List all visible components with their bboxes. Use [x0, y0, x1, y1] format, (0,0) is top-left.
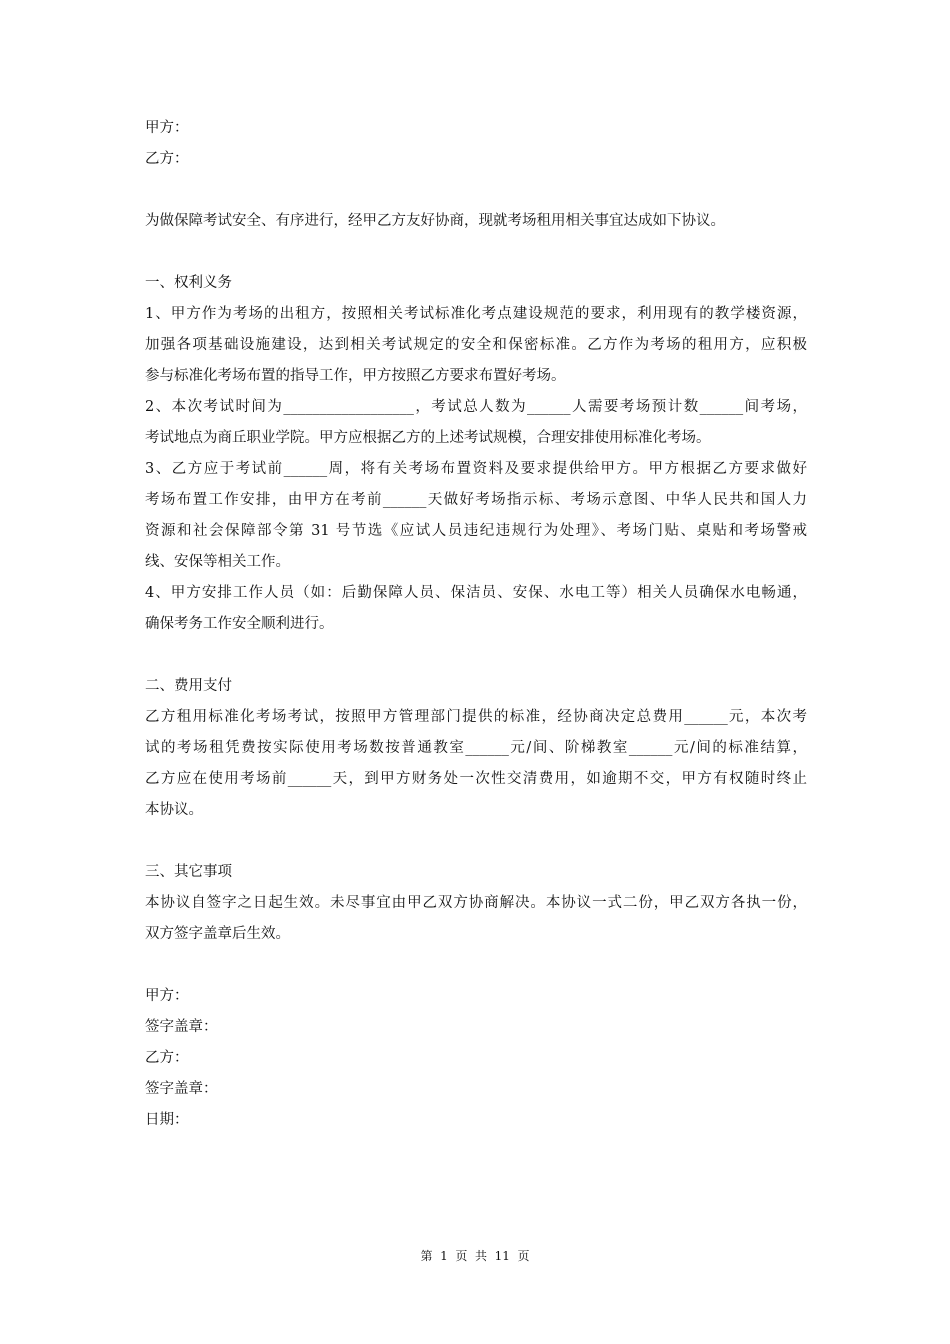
section1-line: 线、安保等相关工作。: [145, 554, 290, 570]
section1-line: 确保考务工作安全顺利进行。: [145, 616, 334, 632]
signature-party-b: 乙方：: [145, 1050, 189, 1066]
section1-line: 3、乙方应于考试前______周，将有关考场布置资料及要求提供给甲方。甲方根据乙方要求做好: [145, 461, 807, 477]
signature-seal-a: 签字盖章：: [145, 1019, 218, 1035]
section2-line: 乙方租用标准化考场考试，按照甲方管理部门提供的标准，经协商决定总费用______元，本次考: [145, 709, 807, 725]
section3-line: 双方签字盖章后生效。: [145, 926, 290, 942]
section2-line: 乙方应在使用考场前______天，到甲方财务处一次性交清费用，如逾期不交，甲方有权随时终止: [145, 771, 807, 787]
section1-line: 资源和社会保障部令第 31 号节选《应试人员违纪违规行为处理》、考场门贴、桌贴和考场警戒: [145, 523, 807, 539]
page-number-footer: 第 1 页 共 11 页: [420, 1249, 530, 1263]
section1-line: 考场布置工作安排，由甲方在考前______天做好考场指示标、考场示意图、中华人民共和国人力: [145, 492, 807, 508]
header-party-b: 乙方：: [145, 151, 189, 167]
section1-line: 2、本次考试时间为__________________，考试总人数为______人需要考场预计数______间考场，: [145, 399, 807, 415]
section1-line: 4、甲方安排工作人员（如：后勤保障人员、保洁员、安保、水电工等）相关人员确保水电畅通，: [145, 585, 807, 601]
signature-seal-b: 签字盖章：: [145, 1081, 218, 1097]
section2-line: 试的考场租凭费按实际使用考场数按普通教室______元/间、阶梯教室______元/间的标准结算，: [145, 740, 807, 756]
section3-line: 本协议自签字之日起生效。未尽事宜由甲乙双方协商解决。本协议一式二份，甲乙双方各执一份，: [145, 895, 807, 911]
section2-title: 二、费用支付: [145, 678, 232, 694]
intro-paragraph: 为做保障考试安全、有序进行，经甲乙方友好协商，现就考场租用相关事宜达成如下协议。: [145, 213, 725, 229]
signature-party-a: 甲方：: [145, 988, 189, 1004]
section1-line: 加强各项基础设施建设，达到相关考试规定的安全和保密标准。乙方作为考场的租用方，应积极: [145, 337, 807, 353]
section3-title: 三、其它事项: [145, 864, 232, 880]
section1-line: 1、甲方作为考场的出租方，按照相关考试标准化考点建设规范的要求，利用现有的教学楼资源，: [145, 306, 807, 322]
header-party-a: 甲方：: [145, 120, 189, 136]
section1-title: 一、权利义务: [145, 275, 232, 291]
signature-date: 日期：: [145, 1112, 189, 1128]
section1-line: 考试地点为商丘职业学院。甲方应根据乙方的上述考试规模，合理安排使用标准化考场。: [145, 430, 711, 446]
section2-line: 本协议。: [145, 802, 203, 818]
section1-line: 参与标准化考场布置的指导工作，甲方按照乙方要求布置好考场。: [145, 368, 566, 384]
